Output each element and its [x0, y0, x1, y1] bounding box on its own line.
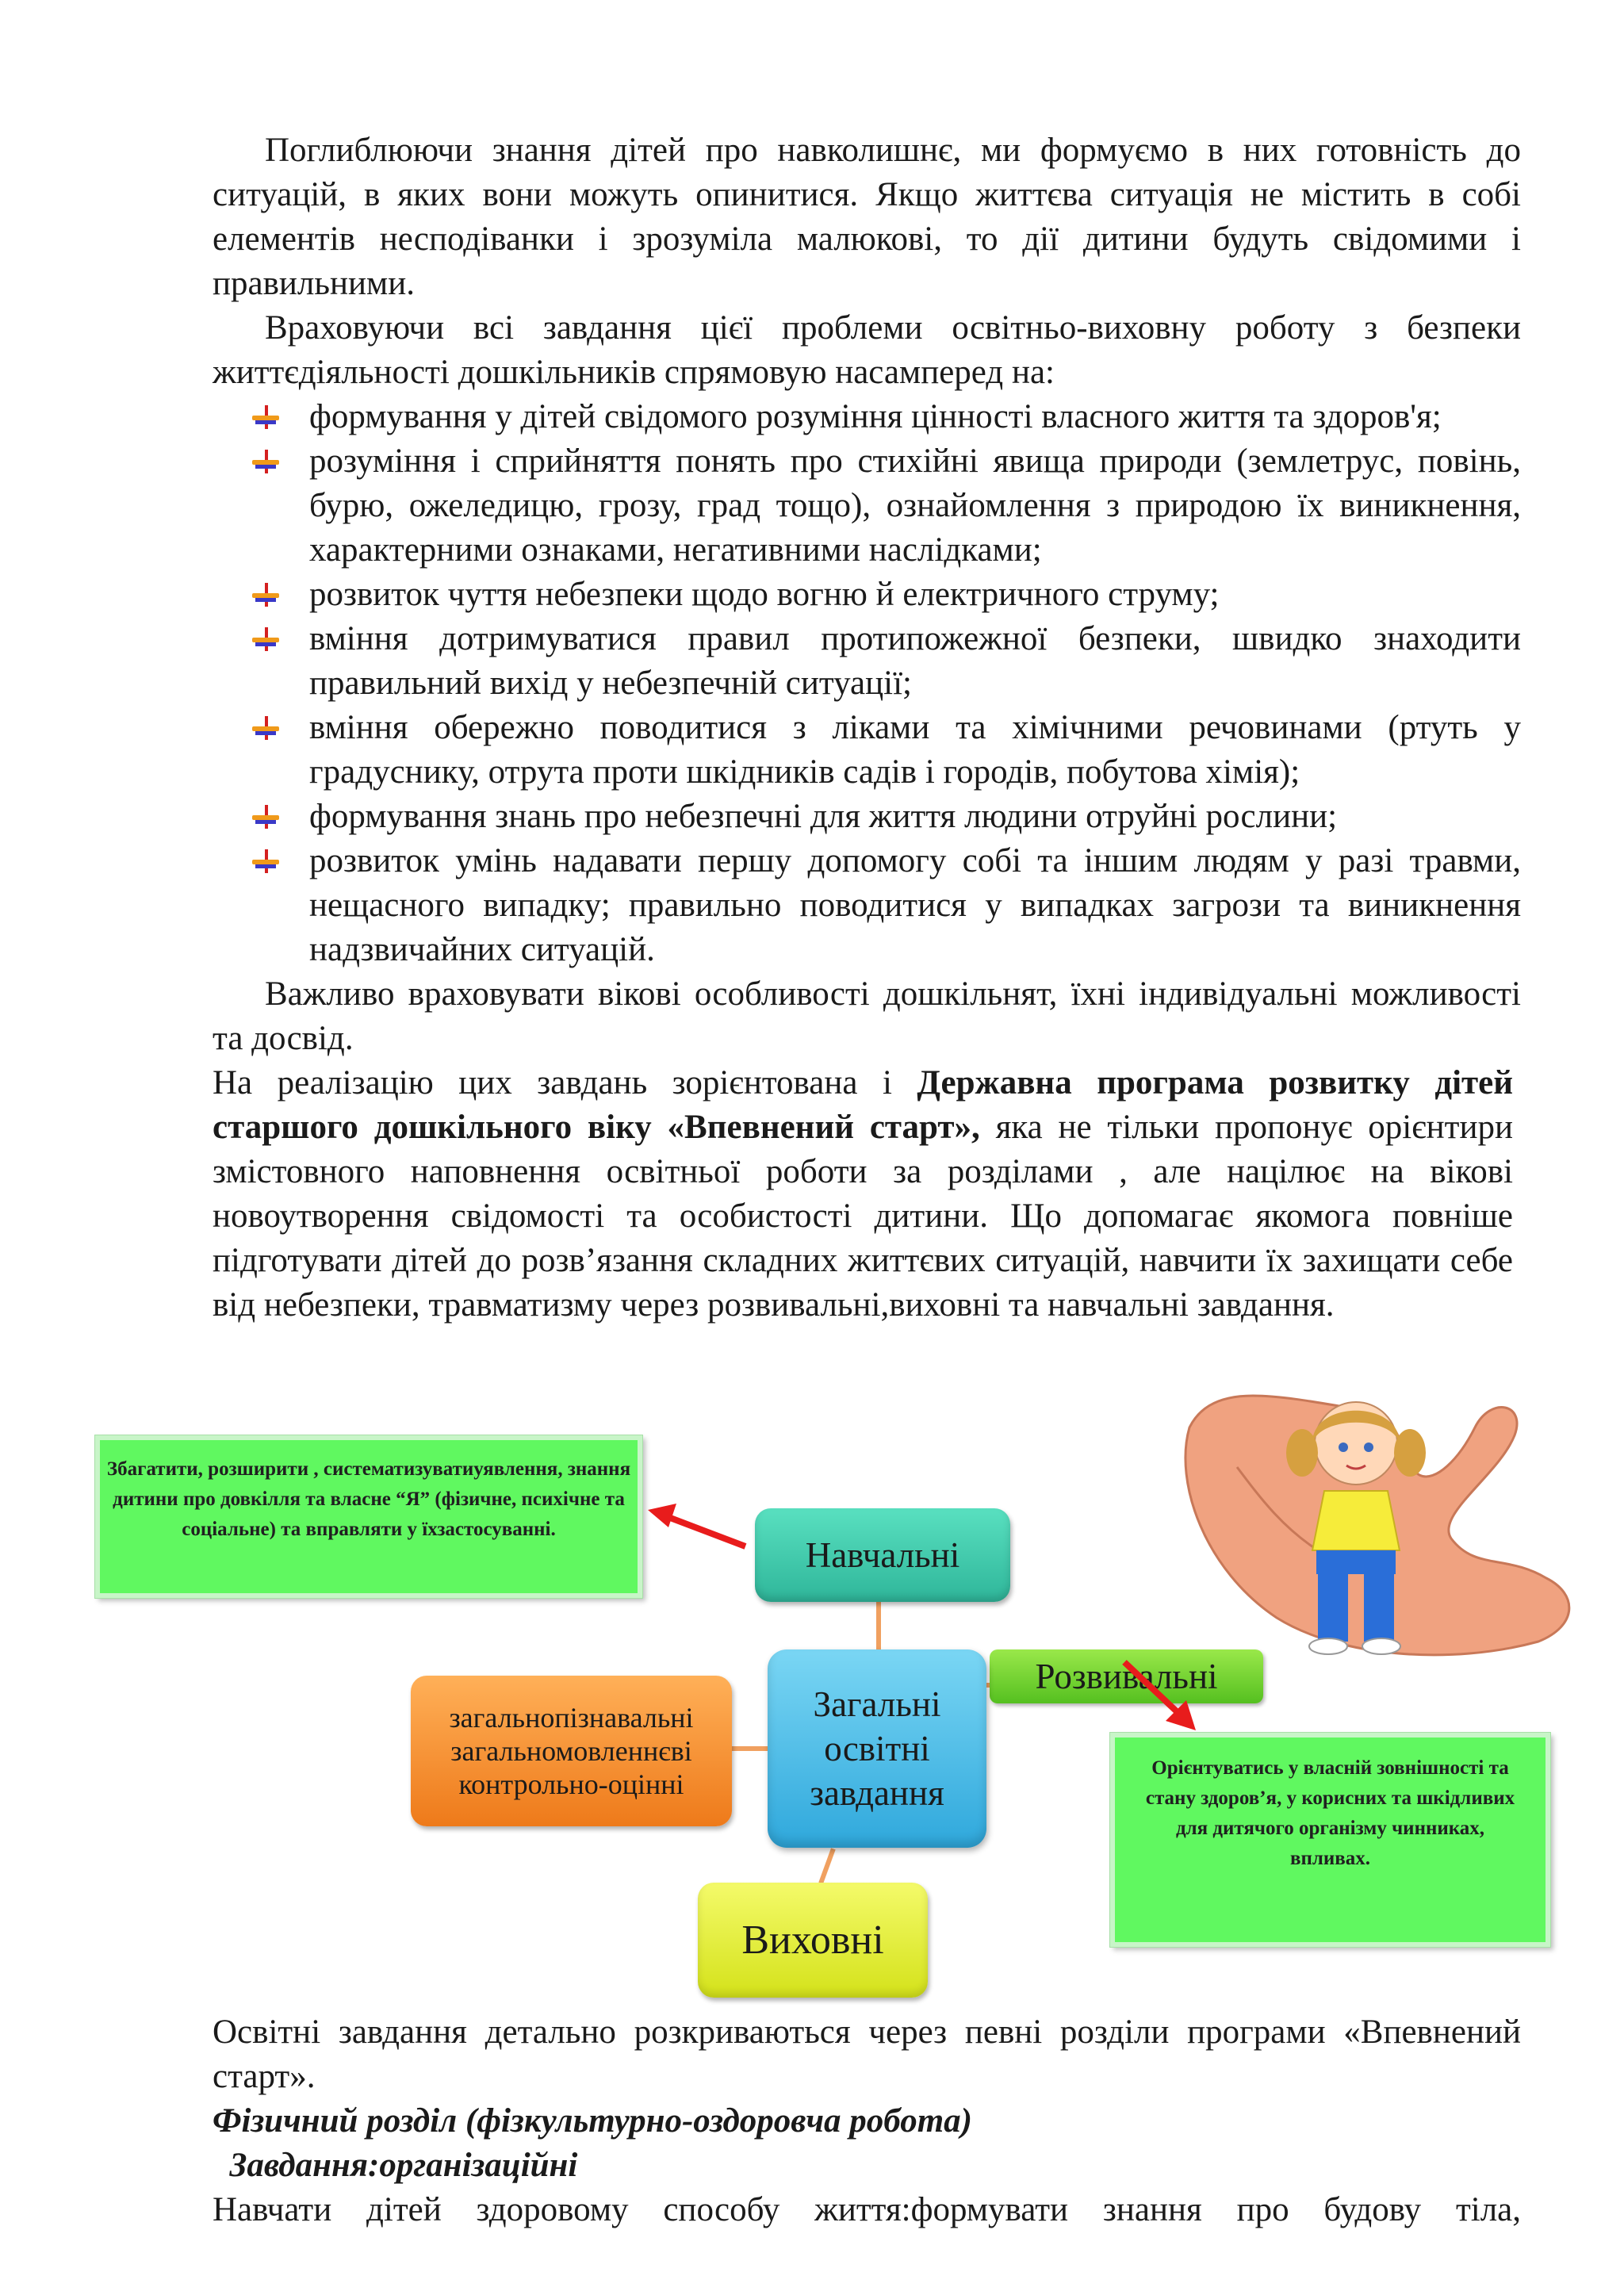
bullet-arrow-icon	[252, 849, 279, 873]
node-left-line: контрольно-оцінні	[458, 1768, 684, 1800]
section-title: Фізичний розділ (фізкультурно-оздоровча робота)	[213, 2102, 972, 2140]
node-vykhovni: Виховні	[698, 1883, 928, 1998]
arrow-left-icon	[646, 1499, 749, 1554]
node-center-line: Загальні	[813, 1684, 941, 1724]
connector-line	[730, 1746, 769, 1751]
node-left	[411, 1676, 732, 1826]
node-navchalni: Навчальні	[755, 1508, 1010, 1602]
paragraph: Освітні завдання детально розкриваються через певні розділи програми «Впевнений старт».	[213, 2013, 1521, 2095]
program-paragraph	[213, 1061, 1513, 1328]
paragraph: Навчати дітей здоровому способу життя:формувати знання про будову тіла,	[213, 2191, 1521, 2228]
node-center-line: освітні	[824, 1729, 930, 1768]
tasks-title: Завдання:організаційні	[213, 2147, 578, 2184]
list-item-text: вміння обережно поводитися з ліками та хімічними речовинами (ртуть у градуснику, отрута проти шкідників садів і городів, побутова хімія);	[309, 709, 1521, 791]
bullet-list	[213, 395, 1521, 972]
node-center	[768, 1649, 986, 1848]
list-item	[309, 795, 1521, 839]
program-title: Державна програма розвитку дітей старшого дошкільного віку «Впевнений старт»,	[213, 1064, 1513, 1146]
main-text	[213, 128, 1521, 1328]
list-item-text: формування знань про небезпечні для життя людини отруйні рослини;	[309, 798, 1338, 835]
connector-line	[876, 1602, 881, 1651]
bullet-arrow-icon	[252, 716, 279, 740]
list-item	[309, 439, 1521, 573]
node-center-line: завдання	[810, 1773, 944, 1813]
node-left-line: загальнопізнавальні	[449, 1702, 694, 1734]
list-item	[309, 395, 1521, 439]
bullet-arrow-icon	[252, 627, 279, 651]
list-item	[309, 839, 1521, 972]
bullet-arrow-icon	[252, 405, 279, 429]
paragraph: Враховуючи всі завдання цієї проблеми освітньо-виховну роботу з безпеки життєдіяльності дошкільників спрямовую насамперед на:	[213, 309, 1521, 391]
child-on-hand-illustration	[1166, 1380, 1586, 1689]
program-text-after: яка не тільки пропонує орієнтири змістовного наповнення освітньої роботи за розділами , але націлює на вікові новоутворення свідомості та особистості дитини. Що допомагає якомога повніше підготувати дітей до розв’язання складних життєвих ситуацій, навчити їх захищати себе від небезпеки, травматизму через розвивальні,виховні та навчальні завдання.	[213, 1109, 1513, 1324]
list-item-text: розвиток чуття небезпеки щодо вогню й електричного струму;	[309, 576, 1220, 613]
list-item	[309, 573, 1521, 617]
arrow-down-right-icon	[1118, 1657, 1205, 1737]
info-box-right: Орієнтуватись у власній зовнішності та стану здоров’я, у корисних та шкідливих для дитячого організму чинниках, впливах.	[1110, 1733, 1550, 1947]
info-box-left: Збагатити, розширити , систематизуватиуявлення, знання дитини про довкілля та власне “Я” (фізичне, психічне та соціальне) та вправляти у їхзастосуванні.	[95, 1435, 642, 1598]
list-item-text: формування у дітей свідомого розуміння цінності власного життя та здоров'я;	[309, 398, 1442, 435]
list-item	[309, 706, 1521, 795]
node-left-line: загальномовленнєві	[450, 1735, 692, 1767]
list-item-text: розвиток умінь надавати першу допомогу собі та іншим людям у разі травми, нещасного випадку; правильно поводитися у випадках загрози та виникнення надзвичайних ситуацій.	[309, 842, 1521, 968]
bottom-text	[213, 2010, 1521, 2232]
tasks-diagram	[0, 1420, 1624, 2006]
bullet-arrow-icon	[252, 450, 279, 473]
list-item	[309, 617, 1521, 706]
list-item-text: вміння дотримуватися правил протипожежної безпеки, швидко знаходити правильний вихід у небезпечній ситуації;	[309, 620, 1521, 702]
bullet-arrow-icon	[252, 805, 279, 829]
bullet-arrow-icon	[252, 583, 279, 607]
paragraph: Поглиблюючи знання дітей про навколишнє, ми формуємо в них готовність до ситуацій, в яких вони можуть опинитися. Якщо життєва ситуація не містить в собі елементів несподіванки і зрозуміла малюкові, то дії дитини будуть свідомими і правильними.	[213, 132, 1521, 302]
paragraph: Важливо враховувати вікові особливості дошкільнят, їхні індивідуальні можливості та досвід.	[213, 975, 1521, 1057]
list-item-text: розуміння і сприйняття понять про стихійні явища природи (землетрус, повінь, бурю, ожеледицю, грозу, град тощо), ознайомлення з природою їх виникнення, характерними ознаками, негативними наслідками;	[309, 443, 1521, 569]
connector-line	[818, 1848, 835, 1883]
program-text-before: На реалізацію цих завдань зорієнтована і	[213, 1064, 917, 1102]
node-rozvyvalni: Розвивальні	[990, 1649, 1263, 1703]
